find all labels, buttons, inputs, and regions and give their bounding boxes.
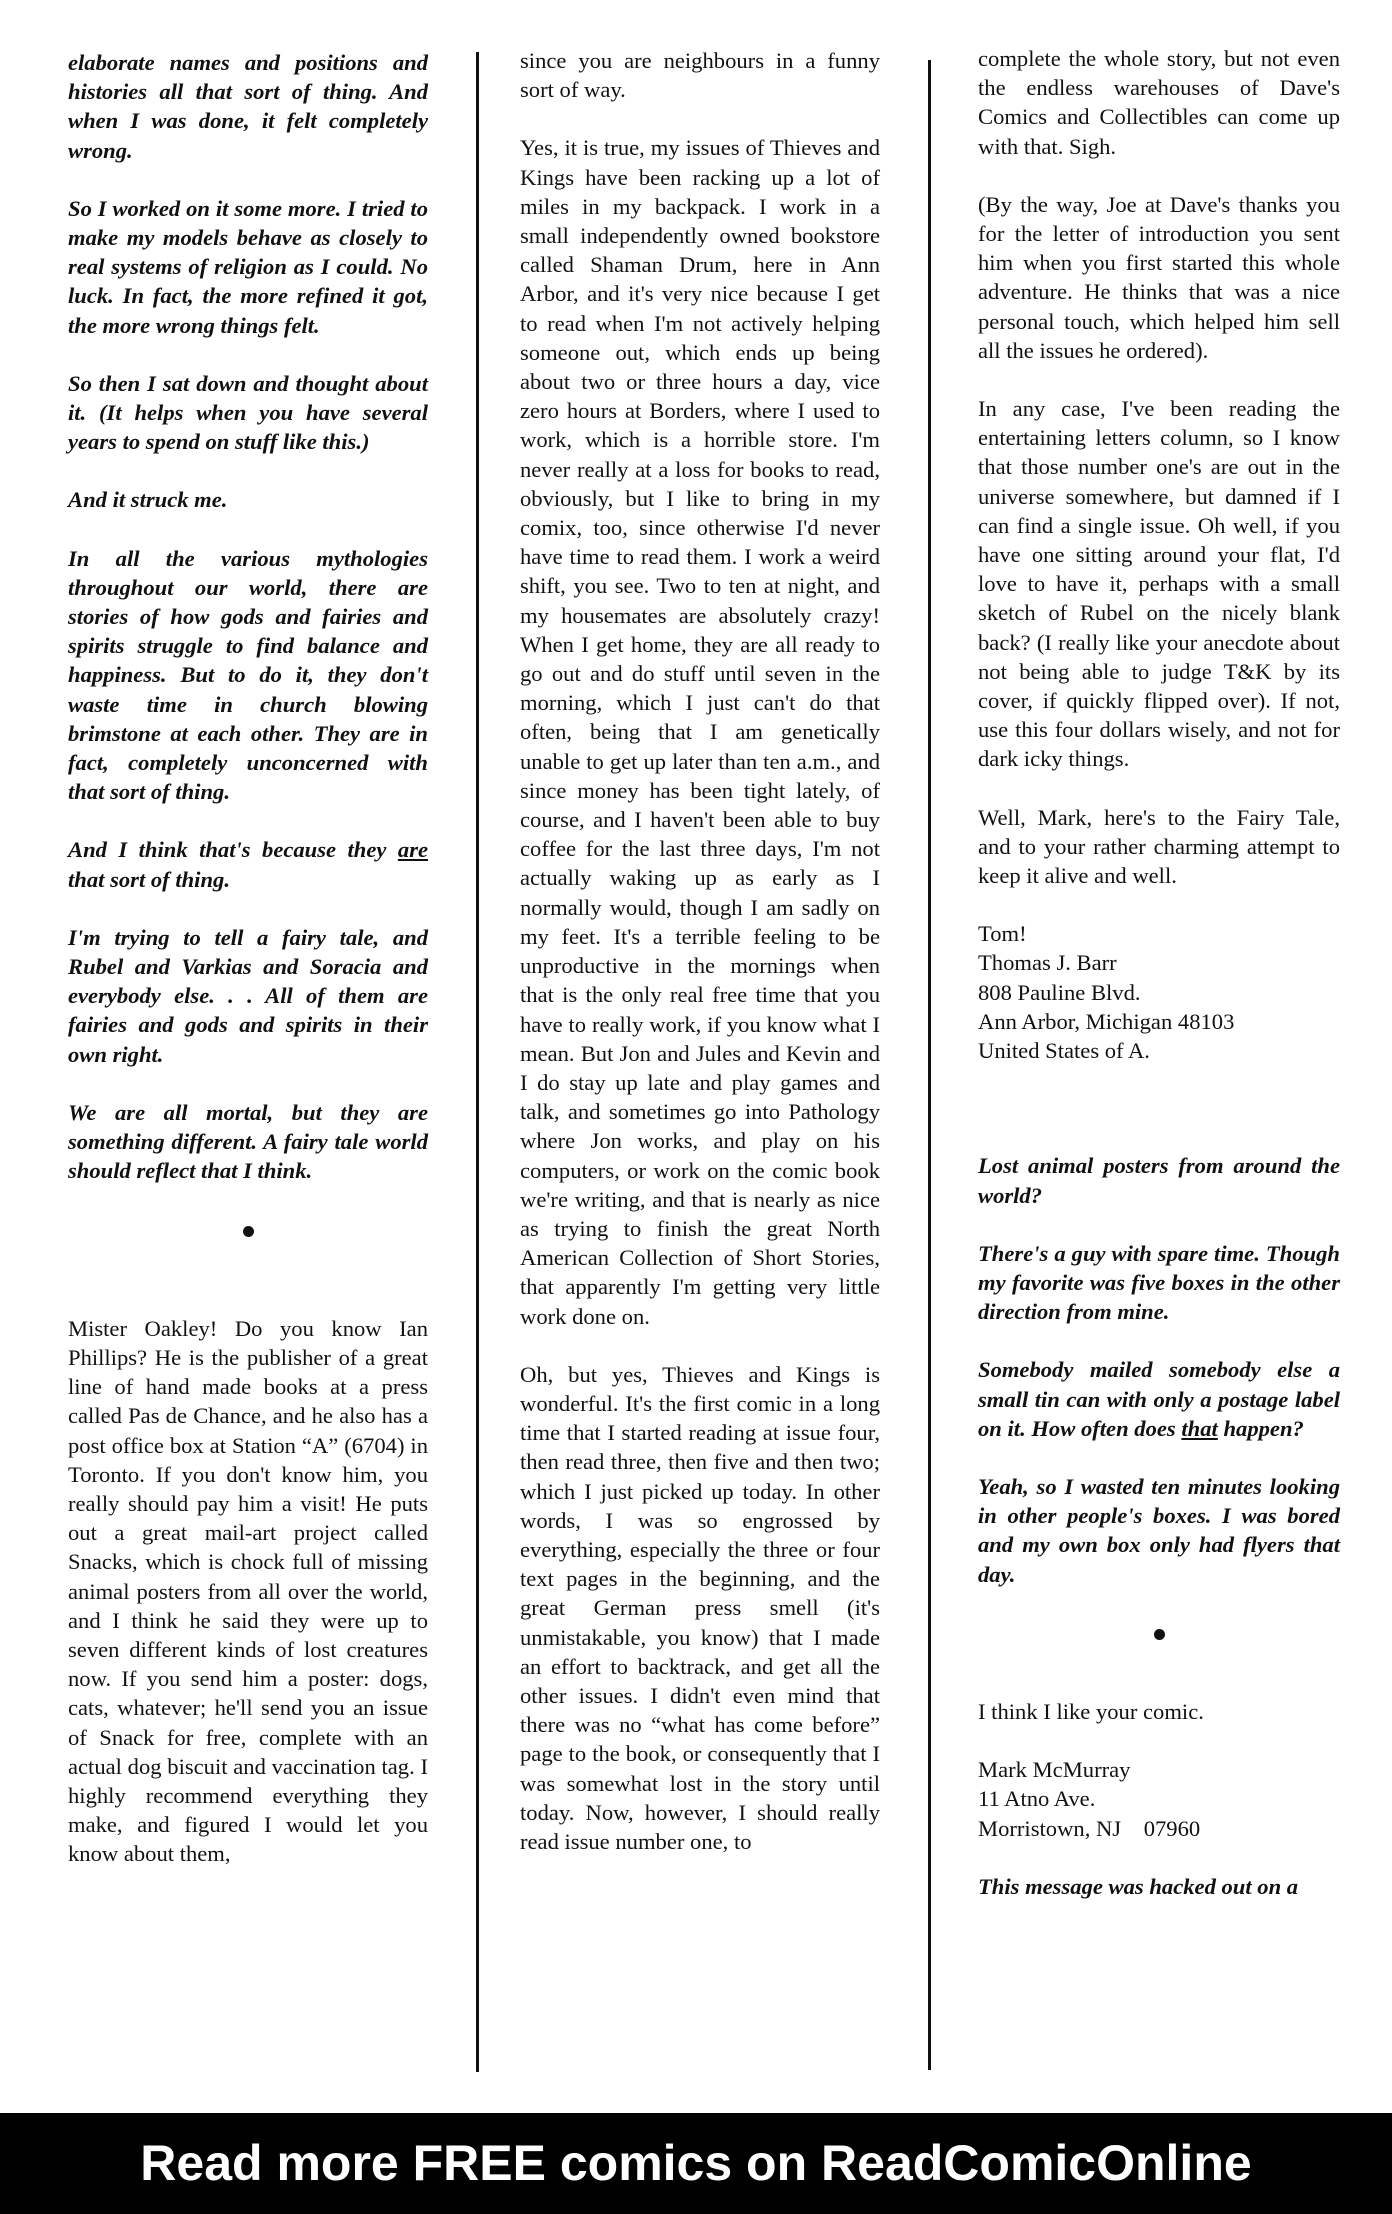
signature-line: Morristown, NJ 07960 (978, 1815, 1201, 1841)
editorial-paragraph (68, 835, 428, 893)
text-span: Somebody mailed somebody else a small tin can with only a postage label on it. How often does (978, 1357, 1340, 1441)
section-divider-bullet (978, 1618, 1340, 1647)
letter-paragraph: Well, Mark, here's to the Fairy Tale, and to your rather charming attempt to keep it alive and well. (978, 804, 1340, 889)
column-right (978, 44, 1340, 1930)
editorial-paragraph: And it struck me. (68, 487, 228, 513)
signature-line: Tom! (978, 921, 1027, 947)
editor-reply-paragraph: Lost animal posters from around the world? (978, 1153, 1340, 1208)
signature-line: United States of A. (978, 1038, 1150, 1064)
bullet-icon (1154, 1629, 1165, 1640)
letter-paragraph: Yes, it is true, my issues of Thieves and Kings have been racking up a lot of miles in my backpack. I work in a small independently owned bookstore called Shaman Drum, here in Ann Arbor, and it's very nice because I get to read when I'm not actively helping someone out, which ends up being about two or three hours a day, vice zero hours at Borders, where I used to work, which is a horrible store. I'm never really at a loss for books to read, obviously, but I like to bring in my comix, too, since otherwise I'd never have time to read them. I work a weird shift, you see. Two to ten at night, and my housemates are absolutely crazy! When I get home, they are all ready to go out and do stuff until seven in the morning, which I just can't do that often, being that I am genetically unable to get up later than ten a.m., and since money has been tight lately, of course, and I haven't been able to buy coffee for the last three days, I'm not actually waking up as early as I normally would, though I am sadly on my feet. It's a terrible feeling to be unproductive in the mornings when that is the only real free time that you have to really work, if you know what I mean. But Jon and Jules and Kevin and I do stay up late and play games and talk, and sometimes go into Pathology where Jon works, and play on his computers, or work on the comic book we're writing, and that is nearly as nice as trying to finish the great North American Collection of Short Stories, that apparently I'm getting very little work done on. (520, 135, 880, 1329)
signature-line: Mark McMurray (978, 1757, 1131, 1783)
editor-reply-paragraph: Yeah, so I wasted ten minutes looking in other people's boxes. I was bored and my own box only had flyers that day. (978, 1473, 1340, 1587)
editorial-paragraph: elaborate names and positions and histories all that sort of thing. And when I was done, it felt completely wrong. (68, 50, 428, 163)
letter-paragraph: Oh, but yes, Thieves and Kings is wonderful. It's the first comic in a long time that I started reading at issue four, then read three, then five and then two; which I just picked up today. In other words, I was so engrossed by everything, especially the three or four text pages in the beginning, and the great German press smell (it's unmistakable, you know) that I made an effort to backtrack, and get all the other issues. I didn't even mind that there was no “what has come before” page to the book, or consequently that I was somewhat lost in the story until today. Now, however, I should really read issue number one, to (520, 1361, 880, 1854)
letter-paragraph: (By the way, Joe at Dave's thanks you for the letter of introduction you sent him when you first started this whole adventure. He thinks that was a nice personal touch, which helped him sell all the issues he ordered). (978, 191, 1340, 363)
column-divider-rule (928, 60, 931, 2070)
letter-paragraph: Mister Oakley! Do you know Ian Phillips? He is the publisher of a great line of hand made books at a press called Pas de Chance, and he also has a post office box at Station “A” (6704) in Toronto. If you don't know him, you really should pay him a visit! He puts out a great mail-art project called Snacks, which is chock full of missing animal posters from all over the world, and I think he said they were up to seven different kinds of lost creatures now. If you send him a poster: dogs, cats, whatever; he'll send you an issue of Snack for free, complete with an actual dog biscuit and vaccination tag. I highly recommend everything they make, and figured I would let you know about them, (68, 1315, 428, 1867)
signature-line: Ann Arbor, Michigan 48103 (978, 1008, 1235, 1034)
signature-line: 808 Pauline Blvd. (978, 979, 1141, 1005)
letter-paragraph: since you are neighbours in a funny sort of way. (520, 48, 880, 103)
signature-line: 11 Atno Ave. (978, 1786, 1096, 1812)
editorial-paragraph: We are all mortal, but they are something different. A fairy tale world should reflect that I think. (68, 1099, 428, 1184)
bullet-icon (243, 1226, 254, 1237)
editorial-paragraph: So I worked on it some more. I tried to make my models behave as closely to real systems of religion as I could. No luck. In fact, the more refined it got, the more wrong things felt. (68, 195, 428, 338)
text-span: happen? (1223, 1415, 1304, 1441)
column-left (68, 48, 428, 1898)
text-span: that sort of thing. (68, 866, 230, 892)
editorial-paragraph: In all the various mythologies throughout our world, there are stories of how gods and fairies and spirits struggle to find balance and happiness. But to do it, they don't waste time in church blowing brimstone at each other. They are in fact, completely unconcerned with that sort of thing. (68, 545, 428, 805)
underlined-word: are (397, 837, 429, 863)
column-divider-rule (476, 52, 479, 2072)
editor-reply-paragraph: This message was hacked out on a (978, 1873, 1299, 1899)
letter-paragraph: complete the whole story, but not even the endless warehouses of Dave's Comics and Collectibles can come up with that. Sigh. (978, 46, 1340, 159)
letter-paragraph: I think I like your comic. (978, 1698, 1204, 1724)
promo-banner: Read more FREE comics on ReadComicOnline (0, 2113, 1392, 2214)
editor-reply-paragraph: There's a guy with spare time. Though my favorite was five boxes in the other direction from mine. (978, 1240, 1340, 1325)
section-divider-bullet (68, 1215, 428, 1244)
signature-block (978, 919, 1340, 1065)
signature-block (978, 1755, 1340, 1843)
editor-reply-paragraph (978, 1355, 1340, 1443)
column-middle (520, 46, 880, 1885)
letter-paragraph: In any case, I've been reading the entertaining letters column, so I know that those number one's are out in the universe somewhere, but damned if I can find a single issue. Oh well, if you have one sitting around your flat, I'd love to have it, perhaps with a small sketch of Rubel on the nicely blank back? (I really like your anecdote about not being able to judge T&K by its cover, if quickly flipped over). If not, use this four dollars wisely, and not for dark icky things. (978, 396, 1340, 772)
editorial-paragraph: I'm trying to tell a fairy tale, and Rubel and Varkias and Soracia and everybody else. . . All of them are fairies and gods and spirits in their own right. (68, 924, 428, 1067)
text-span: And I think that's because they (68, 837, 387, 863)
underlined-word: that (1181, 1415, 1218, 1441)
signature-line: Thomas J. Barr (978, 950, 1117, 976)
editorial-paragraph: So then I sat down and thought about it. (It helps when you have several years to spend on stuff like this.) (68, 370, 428, 455)
